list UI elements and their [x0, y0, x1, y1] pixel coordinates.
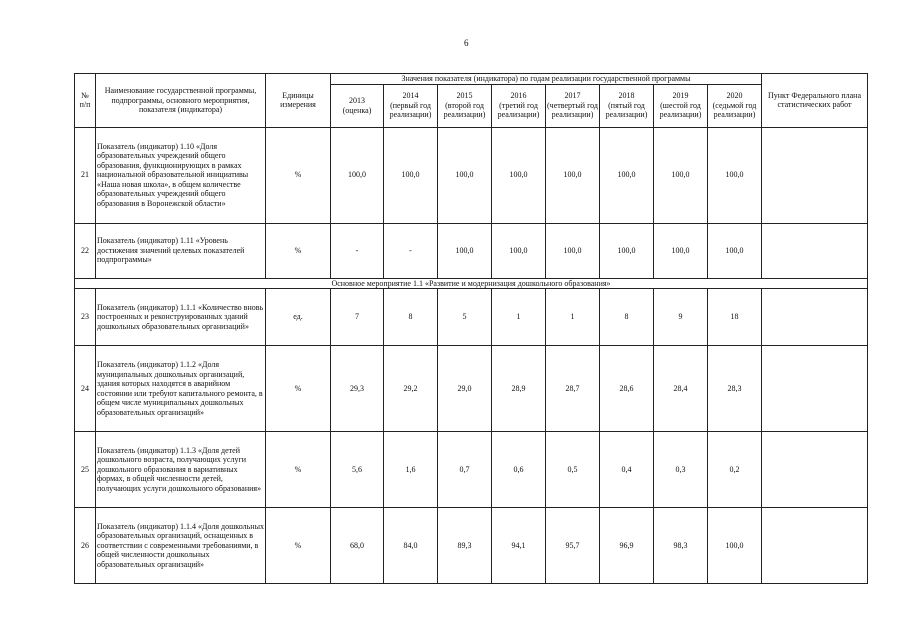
value-cell: 0,7: [438, 432, 492, 508]
header-values-group: Значения показателя (индикатора) по годам реализации государственной программы: [331, 74, 762, 85]
federal-plan-cell: [762, 289, 868, 346]
row-number: 23: [75, 289, 96, 346]
value-cell: 29,0: [438, 346, 492, 432]
header-year-7: 2020 (седьмой год реализации): [708, 84, 762, 127]
row-number: 26: [75, 508, 96, 584]
value-cell: 7: [331, 289, 384, 346]
value-cell: 100,0: [331, 127, 384, 223]
header-year-1: 2014 (первый год реализации): [384, 84, 438, 127]
value-cell: 0,2: [708, 432, 762, 508]
indicator-name: Показатель (индикатор) 1.11 «Уровень достижения значений целевых показателей подпрограммы»: [96, 223, 266, 278]
unit-cell: %: [266, 346, 331, 432]
value-cell: 1: [492, 289, 546, 346]
section-title: Основное мероприятие 1.1 «Развитие и модернизация дошкольного образования»: [75, 278, 868, 289]
indicator-name: Показатель (индикатор) 1.1.3 «Доля детей дошкольного возраста, получающих услуги дошкольного образования в вариативных формах, в общей численности детей, получающих услуги дошкольного образования»: [96, 432, 266, 508]
value-cell: 28,3: [708, 346, 762, 432]
indicator-name: Показатель (индикатор) 1.10 «Доля образовательных учреждений общего образования, функционирующих в рамках национальной образовательной инициативы «Наша новая школа», в общем количестве образовательных учреждений общего образования в Воронежской области»: [96, 127, 266, 223]
row-number: 21: [75, 127, 96, 223]
value-cell: 0,5: [546, 432, 600, 508]
indicator-name: Показатель (индикатор) 1.1.4 «Доля дошкольных образовательных организаций, оснащенных в соответствии с современными требованиями, в общей численности дошкольных образовательных организаций»: [96, 508, 266, 584]
page-number: 6: [464, 38, 469, 48]
unit-cell: ед.: [266, 289, 331, 346]
unit-cell: %: [266, 508, 331, 584]
value-cell: 1: [546, 289, 600, 346]
value-cell: 100,0: [708, 127, 762, 223]
value-cell: 100,0: [654, 127, 708, 223]
value-cell: 100,0: [600, 223, 654, 278]
value-cell: 100,0: [438, 127, 492, 223]
value-cell: 18: [708, 289, 762, 346]
indicator-name: Показатель (индикатор) 1.1.1 «Количество вновь построенных и реконструированных зданий дошкольных образовательных организаций»: [96, 289, 266, 346]
table-row: [75, 223, 868, 278]
value-cell: 100,0: [708, 508, 762, 584]
value-cell: 68,0: [331, 508, 384, 584]
value-cell: 94,1: [492, 508, 546, 584]
value-cell: 28,9: [492, 346, 546, 432]
value-cell: 100,0: [492, 127, 546, 223]
federal-plan-cell: [762, 432, 868, 508]
indicators-table: [74, 73, 868, 584]
value-cell: 5,6: [331, 432, 384, 508]
table-row: [75, 127, 868, 223]
header-year-3: 2016 (третий год реализации): [492, 84, 546, 127]
header-year-5: 2018 (пятый год реализации): [600, 84, 654, 127]
value-cell: 96,9: [600, 508, 654, 584]
header-name: Наименование государственной программы, подпрограммы, основного мероприятия, показателя (индикатора): [96, 74, 266, 128]
value-cell: 100,0: [600, 127, 654, 223]
value-cell: 0,3: [654, 432, 708, 508]
table-row: [75, 289, 868, 346]
federal-plan-cell: [762, 346, 868, 432]
value-cell: 98,3: [654, 508, 708, 584]
row-number: 24: [75, 346, 96, 432]
header-year-4: 2017 (четвертый год реализации): [546, 84, 600, 127]
value-cell: 89,3: [438, 508, 492, 584]
header-year-2: 2015 (второй год реализации): [438, 84, 492, 127]
table-body-upper: [75, 127, 868, 278]
unit-cell: %: [266, 223, 331, 278]
value-cell: 100,0: [492, 223, 546, 278]
federal-plan-cell: [762, 223, 868, 278]
value-cell: -: [384, 223, 438, 278]
header-year-0: 2013 (оценка): [331, 84, 384, 127]
value-cell: 100,0: [654, 223, 708, 278]
table-row: [75, 508, 868, 584]
header-federal-plan: Пункт Федерального плана статистических работ: [762, 74, 868, 128]
value-cell: 100,0: [546, 127, 600, 223]
header-year-6: 2019 (шестой год реализации): [654, 84, 708, 127]
value-cell: 5: [438, 289, 492, 346]
header-num: № п/п: [75, 74, 96, 128]
value-cell: 95,7: [546, 508, 600, 584]
federal-plan-cell: [762, 127, 868, 223]
value-cell: 28,7: [546, 346, 600, 432]
value-cell: 28,4: [654, 346, 708, 432]
value-cell: 8: [600, 289, 654, 346]
value-cell: 100,0: [546, 223, 600, 278]
value-cell: 100,0: [384, 127, 438, 223]
value-cell: 100,0: [438, 223, 492, 278]
table-row: [75, 346, 868, 432]
value-cell: 84,0: [384, 508, 438, 584]
value-cell: -: [331, 223, 384, 278]
table-body-lower: [75, 289, 868, 584]
value-cell: 0,6: [492, 432, 546, 508]
row-number: 25: [75, 432, 96, 508]
value-cell: 9: [654, 289, 708, 346]
value-cell: 29,3: [331, 346, 384, 432]
unit-cell: %: [266, 432, 331, 508]
unit-cell: %: [266, 127, 331, 223]
value-cell: 8: [384, 289, 438, 346]
indicator-name: Показатель (индикатор) 1.1.2 «Доля муниципальных дошкольных организаций, здания которых находятся в аварийном состоянии или требуют капитального ремонта, в общем числе муниципальных дошкольных образовательных организаций»: [96, 346, 266, 432]
value-cell: 0,4: [600, 432, 654, 508]
value-cell: 29,2: [384, 346, 438, 432]
value-cell: 1,6: [384, 432, 438, 508]
row-number: 22: [75, 223, 96, 278]
value-cell: 28,6: [600, 346, 654, 432]
table-row: [75, 432, 868, 508]
federal-plan-cell: [762, 508, 868, 584]
value-cell: 100,0: [708, 223, 762, 278]
header-unit: Единицы измерения: [266, 74, 331, 128]
